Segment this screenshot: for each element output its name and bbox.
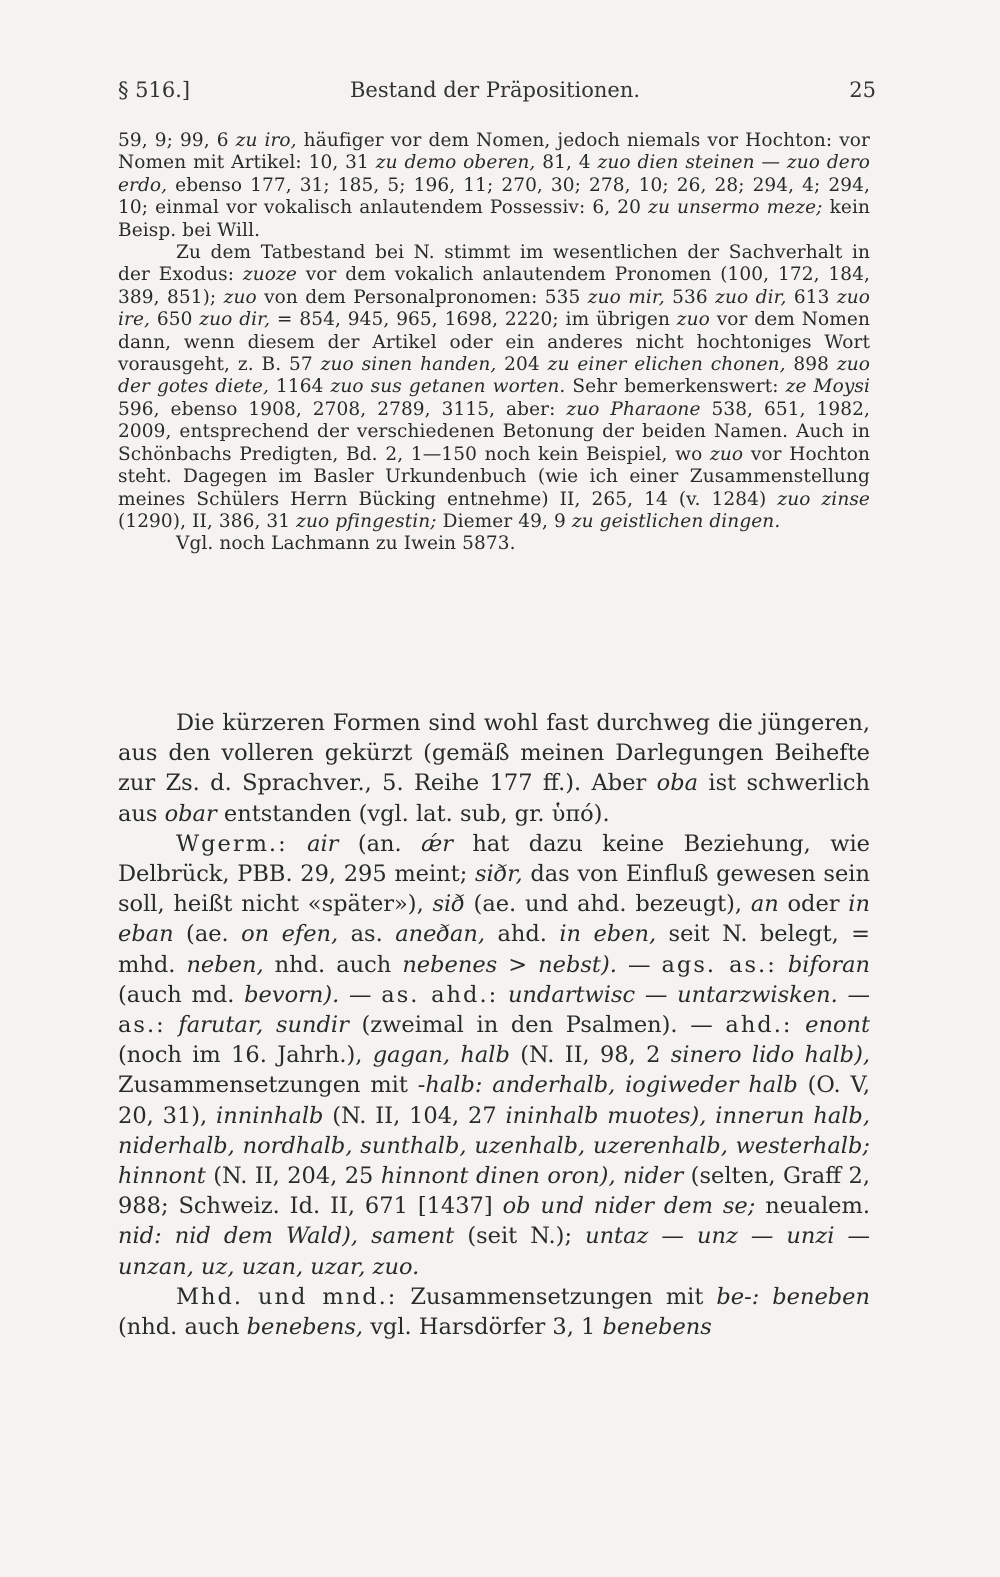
main-paragraph-2: Wgerm.: air (an. ǽr hat dazu keine Beziehung, wie Delbrück, PBB. 29, 295 meint; siðr, das von Einfluß gewesen sein soll, heißt nicht «später»), sið (ae. und ahd. bezeugt), an oder in eban (ae. on efen, as. aneðan, ahd. in eben, seit N. belegt, = mhd. neben, nhd. auch nebenes > nebst). — ags. as.: biforan (auch md. bevorn). — as. ahd.: undartwisc — untarzwisken. — as.: farutar, sundir (zweimal in den Psalmen). — ahd.: enont (noch im 16. Jahrh.), gagan, halb (N. II, 98, 2 sinero lido halb), Zusammensetzungen mit -halb: anderhalb, iogiweder halb (O. V, 20, 31), inninhalb (N. II, 104, 27 ininhalb muotes), innerun halb, niderhalb, nordhalb, sunthalb, uzenhalb, uzerenhalb, westerhalb; hinnont (N. II, 204, 25 hinnont dinen oron), nider (selten, Graff 2, 988; Schweiz. Id. II, 671 [1437] ob und nider dem se; neualem. nid: nid dem Wald), sament (seit N.); untaz — unz — unzi — unzan, uz, uzan, uzar, zuo. bbox=[118, 830, 871, 1280]
main-paragraph-3: Mhd. und mnd.: Zusammensetzungen mit be-: beneben (nhd. auch benebens, vgl. Harsdörfer 3, 1 benebens bbox=[118, 1283, 870, 1341]
page-number: 25 bbox=[849, 78, 876, 102]
main-paragraph-1: Die kürzeren Formen sind wohl fast durchweg die jüngeren, aus den volleren gekürzt (gemäß meinen Darlegungen Beihefte zur Zs. d. Sprachver., 5. Reihe 177 ff.). Aber oba ist schwerlich aus obar entstanden (vgl. lat. sub, gr. ὑπό). bbox=[118, 710, 871, 827]
small-paragraph-2: Zu dem Tatbestand bei N. stimmt im wesentlichen der Sachverhalt in der Exodus: zuoze vor dem vokalich anlautendem Pronomen (100, 172, 184, 389, 851); zuo von dem Personalpronomen: 535 zuo mir, 536 zuo dir, 613 zuo ire, 650 zuo dir, = 854, 945, 965, 1698, 2220; im übrigen zuo vor dem Nomen dann, wenn diesem der Artikel oder ein anderes nicht hochtoniges Wort vorausgeht, z. B. 57 zuo sinen handen, 204 zu einer elichen chonen, 898 zuo der gotes diete, 1164 zuo sus getanen worten. Sehr bemerkenswert: ze Moysi 596, ebenso 1908, 2708, 2789, 3115, aber: zuo Pharaone 538, 651, 1982, 2009, entsprechend der verschiedenen Betonung der beiden Namen. Auch in Schönbachs Predigten, Bd. 2, 1—150 noch kein Beispiel, wo zuo vor Hochton steht. Dagegen im Basler Urkundenbuch (wie ich einer Zusammenstellung meines Schülers Herrn Bücking entnehme) II, 265, 14 (v. 1284) zuo zinse (1290), II, 386, 31 zuo pfingestin; Diemer 49, 9 zu geistlichen dingen. bbox=[118, 242, 871, 532]
running-title: Bestand der Präpositionen. bbox=[350, 78, 641, 102]
section-reference: § 516.] bbox=[118, 78, 191, 102]
small-paragraph-3: Vgl. noch Lachmann zu Iwein 5873. bbox=[176, 533, 516, 555]
small-paragraph-1: 59, 9; 99, 6 zu iro, häufiger vor dem Nomen, jedoch niemals vor Hochton: vor Nomen mit Artikel: 10, 31 zu demo oberen, 81, 4 zuo dien steinen — zuo dero erdo, ebenso 177, 31; 185, 5; 196, 11; 270, 30; 278, 10; 26, 28; 294, 4; 294, 10; einmal vor vokalisch anlautendem Possessiv: 6, 20 zu unsermo meze; kein Beisp. bei Will. bbox=[118, 130, 871, 241]
main-text-block bbox=[118, 708, 870, 1342]
small-print-block bbox=[118, 130, 870, 556]
running-header bbox=[118, 78, 878, 110]
